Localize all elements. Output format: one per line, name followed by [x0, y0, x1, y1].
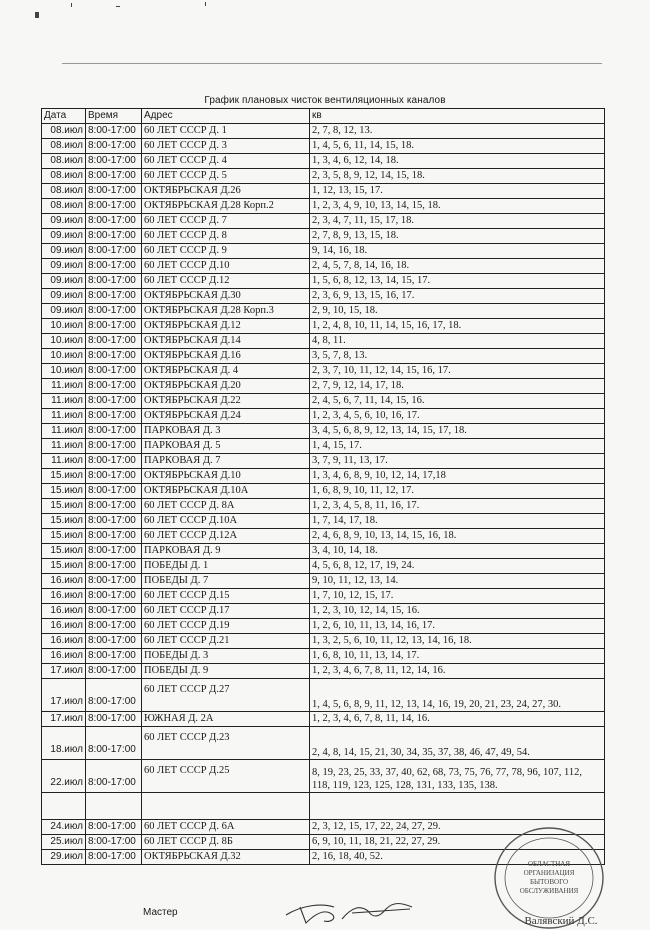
time-cell: 8:00-17:00 — [86, 544, 142, 559]
scan-speck — [116, 6, 120, 7]
time-cell: 8:00-17:00 — [86, 439, 142, 454]
svg-text:ОБСЛУЖИВАНИЯ: ОБСЛУЖИВАНИЯ — [519, 887, 579, 895]
table-row — [42, 394, 605, 409]
table-row — [42, 304, 605, 319]
apartments-cell: 1, 2, 3, 4, 6, 7, 8, 11, 12, 14, 16. — [310, 664, 605, 679]
apartments-cell: 2, 4, 5, 7, 8, 14, 16, 18. — [310, 259, 605, 274]
apartments-cell: 1, 6, 8, 9, 10, 11, 12, 17. — [310, 484, 605, 499]
table-row — [42, 484, 605, 499]
address-cell: 60 ЛЕТ СССР Д. 9 — [142, 244, 310, 259]
apartments-cell: 1, 2, 4, 8, 10, 11, 14, 15, 16, 17, 18. — [310, 319, 605, 334]
blank-row — [42, 793, 605, 820]
address-cell: ПОБЕДЫ Д. 7 — [142, 574, 310, 589]
date-cell: 15.июл — [42, 484, 86, 499]
apartments-cell: 4, 5, 6, 8, 12, 17, 19, 24. — [310, 559, 605, 574]
apartments-cell: 1, 4, 15, 17. — [310, 439, 605, 454]
header-row — [42, 109, 605, 124]
date-cell: 15.июл — [42, 529, 86, 544]
date-cell: 15.июл — [42, 544, 86, 559]
time-cell: 8:00-17:00 — [86, 649, 142, 664]
address-cell — [142, 793, 310, 820]
table-row — [42, 409, 605, 424]
date-cell: 11.июл — [42, 394, 86, 409]
date-cell: 08.июл — [42, 199, 86, 214]
header-apartments: кв — [310, 109, 605, 124]
date-cell: 18.июл — [42, 727, 86, 760]
address-cell: 60 ЛЕТ СССР Д. 4 — [142, 154, 310, 169]
address-cell: 60 ЛЕТ СССР Д.23 — [142, 727, 310, 760]
table-row — [42, 499, 605, 514]
address-cell: 60 ЛЕТ СССР Д. 1 — [142, 124, 310, 139]
table-row — [42, 619, 605, 634]
table-row — [42, 259, 605, 274]
date-cell — [42, 793, 86, 820]
date-cell: 16.июл — [42, 634, 86, 649]
address-cell: ОКТЯБРЬСКАЯ Д.28 Корп.2 — [142, 199, 310, 214]
apartments-cell: 2, 4, 8, 14, 15, 21, 30, 34, 35, 37, 38, 46, 47, 49, 54. — [310, 727, 605, 760]
table-row — [42, 244, 605, 259]
date-cell: 09.июл — [42, 289, 86, 304]
table-row — [42, 760, 605, 793]
table-row — [42, 169, 605, 184]
date-cell: 10.июл — [42, 349, 86, 364]
apartments-cell: 2, 3, 5, 8, 9, 12, 14, 15, 18. — [310, 169, 605, 184]
address-cell: ОКТЯБРЬСКАЯ Д.22 — [142, 394, 310, 409]
time-cell: 8:00-17:00 — [86, 529, 142, 544]
date-cell: 17.июл — [42, 679, 86, 712]
address-cell: ОКТЯБРЬСКАЯ Д.10А — [142, 484, 310, 499]
apartments-cell: 9, 10, 11, 12, 13, 14. — [310, 574, 605, 589]
address-cell: 60 ЛЕТ СССР Д. 8А — [142, 499, 310, 514]
table-row — [42, 289, 605, 304]
time-cell: 8:00-17:00 — [86, 244, 142, 259]
apartments-cell: 2, 9, 10, 15, 18. — [310, 304, 605, 319]
apartments-cell: 2, 3, 12, 15, 17, 22, 24, 27, 29. — [310, 820, 605, 835]
time-cell: 8:00-17:00 — [86, 850, 142, 865]
time-cell: 8:00-17:00 — [86, 604, 142, 619]
date-cell: 15.июл — [42, 514, 86, 529]
table-row — [42, 469, 605, 484]
schedule-body — [42, 124, 605, 865]
time-cell: 8:00-17:00 — [86, 364, 142, 379]
time-cell: 8:00-17:00 — [86, 454, 142, 469]
time-cell: 8:00-17:00 — [86, 634, 142, 649]
date-cell: 11.июл — [42, 409, 86, 424]
table-row — [42, 424, 605, 439]
time-cell: 8:00-17:00 — [86, 229, 142, 244]
time-cell: 8:00-17:00 — [86, 154, 142, 169]
master-label: Мастер — [143, 907, 178, 918]
table-row — [42, 454, 605, 469]
table-row — [42, 529, 605, 544]
time-cell: 8:00-17:00 — [86, 409, 142, 424]
scan-line — [62, 63, 602, 64]
table-row — [42, 139, 605, 154]
date-cell: 16.июл — [42, 604, 86, 619]
address-cell: 60 ЛЕТ СССР Д.25 — [142, 760, 310, 793]
table-row — [42, 214, 605, 229]
table-row — [42, 712, 605, 727]
date-cell: 09.июл — [42, 259, 86, 274]
date-cell: 09.июл — [42, 229, 86, 244]
address-cell: 60 ЛЕТ СССР Д.15 — [142, 589, 310, 604]
table-row — [42, 559, 605, 574]
apartments-cell: 2, 7, 8, 12, 13. — [310, 124, 605, 139]
table-row — [42, 379, 605, 394]
apartments-cell: 1, 5, 6, 8, 12, 13, 14, 15, 17. — [310, 274, 605, 289]
time-cell: 8:00-17:00 — [86, 619, 142, 634]
date-cell: 17.июл — [42, 664, 86, 679]
apartments-cell: 1, 3, 4, 6, 12, 14, 18. — [310, 154, 605, 169]
address-cell: ОКТЯБРЬСКАЯ Д.28 Корп.3 — [142, 304, 310, 319]
time-cell: 8:00-17:00 — [86, 727, 142, 760]
apartments-cell: 1, 4, 5, 6, 8, 9, 11, 12, 13, 14, 16, 19, 20, 21, 23, 24, 27, 30. — [310, 679, 605, 712]
table-row — [42, 544, 605, 559]
time-cell: 8:00-17:00 — [86, 559, 142, 574]
address-cell: 60 ЛЕТ СССР Д. 3 — [142, 139, 310, 154]
address-cell: 60 ЛЕТ СССР Д.19 — [142, 619, 310, 634]
address-cell: ПОБЕДЫ Д. 9 — [142, 664, 310, 679]
apartments-cell: 1, 4, 5, 6, 11, 14, 15, 18. — [310, 139, 605, 154]
address-cell: 60 ЛЕТ СССР Д.10А — [142, 514, 310, 529]
date-cell: 08.июл — [42, 184, 86, 199]
header-date: Дата — [42, 109, 86, 124]
time-cell: 8:00-17:00 — [86, 304, 142, 319]
apartments-cell: 1, 7, 10, 12, 15, 17. — [310, 589, 605, 604]
date-cell: 11.июл — [42, 379, 86, 394]
scan-speck — [71, 3, 72, 7]
date-cell: 11.июл — [42, 424, 86, 439]
apartments-cell — [310, 793, 605, 820]
date-cell: 15.июл — [42, 499, 86, 514]
organization-stamp — [487, 820, 607, 930]
table-row — [42, 274, 605, 289]
date-cell: 16.июл — [42, 649, 86, 664]
header-address: Адрес — [142, 109, 310, 124]
address-cell: ОКТЯБРЬСКАЯ Д.30 — [142, 289, 310, 304]
time-cell: 8:00-17:00 — [86, 589, 142, 604]
apartments-cell: 2, 4, 6, 8, 9, 10, 13, 14, 15, 16, 18. — [310, 529, 605, 544]
table-row — [42, 634, 605, 649]
date-cell: 11.июл — [42, 454, 86, 469]
address-cell: 60 ЛЕТ СССР Д.10 — [142, 259, 310, 274]
address-cell: ОКТЯБРЬСКАЯ Д.32 — [142, 850, 310, 865]
apartments-cell: 2, 16, 18, 40, 52. — [310, 850, 605, 865]
apartments-cell: 1, 12, 13, 15, 17. — [310, 184, 605, 199]
apartments-cell: 1, 6, 8, 10, 11, 13, 14, 17. — [310, 649, 605, 664]
time-cell: 8:00-17:00 — [86, 169, 142, 184]
time-cell: 8:00-17:00 — [86, 835, 142, 850]
date-cell: 29.июл — [42, 850, 86, 865]
date-cell: 10.июл — [42, 319, 86, 334]
apartments-cell: 1, 2, 3, 4, 9, 10, 13, 14, 15, 18. — [310, 199, 605, 214]
apartments-cell: 1, 2, 3, 4, 5, 8, 11, 16, 17. — [310, 499, 605, 514]
table-row — [42, 439, 605, 454]
address-cell: ПАРКОВАЯ Д. 5 — [142, 439, 310, 454]
schedule-table — [41, 108, 605, 865]
date-cell: 10.июл — [42, 334, 86, 349]
table-row — [42, 199, 605, 214]
address-cell: ОКТЯБРЬСКАЯ Д.12 — [142, 319, 310, 334]
apartments-cell: 8, 19, 23, 25, 33, 37, 40, 62, 68, 73, 75, 76, 77, 78, 96, 107, 112, 118, 119, 123, 125, 128, 131, 133, 135, 138. — [310, 760, 605, 793]
date-cell: 09.июл — [42, 214, 86, 229]
table-row — [42, 349, 605, 364]
date-cell: 09.июл — [42, 244, 86, 259]
date-cell: 08.июл — [42, 124, 86, 139]
svg-text:ОРГАНИЗАЦИЯ: ОРГАНИЗАЦИЯ — [523, 869, 575, 877]
address-cell: 60 ЛЕТ СССР Д.27 — [142, 679, 310, 712]
apartments-cell: 3, 5, 7, 8, 13. — [310, 349, 605, 364]
time-cell: 8:00-17:00 — [86, 349, 142, 364]
apartments-cell: 4, 8, 11. — [310, 334, 605, 349]
time-cell: 8:00-17:00 — [86, 469, 142, 484]
apartments-cell: 3, 4, 5, 6, 8, 9, 12, 13, 14, 15, 17, 18. — [310, 424, 605, 439]
table-row — [42, 154, 605, 169]
signature-image — [282, 897, 432, 927]
apartments-cell: 2, 3, 4, 7, 11, 15, 17, 18. — [310, 214, 605, 229]
address-cell: ПАРКОВАЯ Д. 3 — [142, 424, 310, 439]
apartments-cell: 3, 4, 10, 14, 18. — [310, 544, 605, 559]
time-cell: 8:00-17:00 — [86, 499, 142, 514]
table-row — [42, 514, 605, 529]
header-time: Время — [86, 109, 142, 124]
time-cell: 8:00-17:00 — [86, 214, 142, 229]
time-cell: 8:00-17:00 — [86, 319, 142, 334]
scan-speck — [205, 2, 206, 6]
time-cell: 8:00-17:00 — [86, 199, 142, 214]
address-cell: 60 ЛЕТ СССР Д.21 — [142, 634, 310, 649]
time-cell: 8:00-17:00 — [86, 274, 142, 289]
date-cell: 15.июл — [42, 469, 86, 484]
time-cell: 8:00-17:00 — [86, 139, 142, 154]
address-cell: 60 ЛЕТ СССР Д.12А — [142, 529, 310, 544]
time-cell: 8:00-17:00 — [86, 184, 142, 199]
apartments-cell: 2, 7, 8, 9, 13, 15, 18. — [310, 229, 605, 244]
stamp-name-text: Валявский Д.С. — [524, 915, 598, 927]
table-row — [42, 727, 605, 760]
address-cell: 60 ЛЕТ СССР Д. 8 — [142, 229, 310, 244]
date-cell: 16.июл — [42, 574, 86, 589]
address-cell: ПОБЕДЫ Д. 1 — [142, 559, 310, 574]
time-cell: 8:00-17:00 — [86, 820, 142, 835]
date-cell: 22.июл — [42, 760, 86, 793]
apartments-cell: 1, 7, 14, 17, 18. — [310, 514, 605, 529]
apartments-cell: 3, 7, 9, 11, 13, 17. — [310, 454, 605, 469]
date-cell: 25.июл — [42, 835, 86, 850]
address-cell: ПАРКОВАЯ Д. 7 — [142, 454, 310, 469]
address-cell: ПАРКОВАЯ Д. 9 — [142, 544, 310, 559]
table-row — [42, 649, 605, 664]
time-cell: 8:00-17:00 — [86, 664, 142, 679]
time-cell — [86, 793, 142, 820]
scan-speck — [35, 12, 39, 18]
apartments-cell: 1, 3, 4, 6, 8, 9, 10, 12, 14, 17,18 — [310, 469, 605, 484]
apartments-cell: 2, 3, 7, 10, 11, 12, 14, 15, 16, 17. — [310, 364, 605, 379]
date-cell: 08.июл — [42, 154, 86, 169]
time-cell: 8:00-17:00 — [86, 124, 142, 139]
address-cell: ОКТЯБРЬСКАЯ Д.20 — [142, 379, 310, 394]
table-row — [42, 334, 605, 349]
time-cell: 8:00-17:00 — [86, 379, 142, 394]
time-cell: 8:00-17:00 — [86, 574, 142, 589]
apartments-cell: 2, 3, 6, 9, 13, 15, 16, 17. — [310, 289, 605, 304]
table-row — [42, 184, 605, 199]
svg-text:ОБЛАСТНАЯ: ОБЛАСТНАЯ — [527, 860, 571, 868]
time-cell: 8:00-17:00 — [86, 712, 142, 727]
date-cell: 08.июл — [42, 139, 86, 154]
apartments-cell: 1, 2, 3, 4, 6, 7, 8, 11, 14, 16. — [310, 712, 605, 727]
time-cell: 8:00-17:00 — [86, 259, 142, 274]
table-row — [42, 664, 605, 679]
address-cell: ЮЖНАЯ Д. 2А — [142, 712, 310, 727]
apartments-cell: 2, 7, 9, 12, 14, 17, 18. — [310, 379, 605, 394]
date-cell: 10.июл — [42, 364, 86, 379]
address-cell: ОКТЯБРЬСКАЯ Д.24 — [142, 409, 310, 424]
time-cell: 8:00-17:00 — [86, 424, 142, 439]
time-cell: 8:00-17:00 — [86, 334, 142, 349]
time-cell: 8:00-17:00 — [86, 484, 142, 499]
address-cell: ОКТЯБРЬСКАЯ Д.16 — [142, 349, 310, 364]
address-cell: 60 ЛЕТ СССР Д. 8Б — [142, 835, 310, 850]
table-row — [42, 364, 605, 379]
apartments-cell: 1, 2, 3, 4, 5, 6, 10, 16, 17. — [310, 409, 605, 424]
address-cell: ОКТЯБРЬСКАЯ Д. 4 — [142, 364, 310, 379]
table-row — [42, 589, 605, 604]
address-cell: ПОБЕДЫ Д. 3 — [142, 649, 310, 664]
address-cell: 60 ЛЕТ СССР Д.12 — [142, 274, 310, 289]
time-cell: 8:00-17:00 — [86, 394, 142, 409]
address-cell: ОКТЯБРЬСКАЯ Д.26 — [142, 184, 310, 199]
date-cell: 24.июл — [42, 820, 86, 835]
date-cell: 15.июл — [42, 559, 86, 574]
date-cell: 09.июл — [42, 274, 86, 289]
address-cell: 60 ЛЕТ СССР Д. 7 — [142, 214, 310, 229]
apartments-cell: 6, 9, 10, 11, 18, 21, 22, 27, 29. — [310, 835, 605, 850]
table-row — [42, 604, 605, 619]
table-row — [42, 679, 605, 712]
date-cell: 09.июл — [42, 304, 86, 319]
address-cell: 60 ЛЕТ СССР Д. 5 — [142, 169, 310, 184]
apartments-cell: 2, 4, 5, 6, 7, 11, 14, 15, 16. — [310, 394, 605, 409]
apartments-cell: 1, 3, 2, 5, 6, 10, 11, 12, 13, 14, 16, 18. — [310, 634, 605, 649]
date-cell: 16.июл — [42, 589, 86, 604]
address-cell: ОКТЯБРЬСКАЯ Д.14 — [142, 334, 310, 349]
svg-text:БЫТОВОГО: БЫТОВОГО — [529, 878, 569, 886]
table-row — [42, 124, 605, 139]
time-cell: 8:00-17:00 — [86, 679, 142, 712]
table-row — [42, 229, 605, 244]
address-cell: 60 ЛЕТ СССР Д. 6А — [142, 820, 310, 835]
address-cell: ОКТЯБРЬСКАЯ Д.10 — [142, 469, 310, 484]
table-row — [42, 574, 605, 589]
table-row — [42, 319, 605, 334]
time-cell: 8:00-17:00 — [86, 514, 142, 529]
date-cell: 17.июл — [42, 712, 86, 727]
document-title: График плановых чисток вентиляционных каналов — [204, 95, 446, 106]
date-cell: 11.июл — [42, 439, 86, 454]
time-cell: 8:00-17:00 — [86, 289, 142, 304]
apartments-cell: 1, 2, 3, 10, 12, 14, 15, 16. — [310, 604, 605, 619]
date-cell: 08.июл — [42, 169, 86, 184]
apartments-cell: 9, 14, 16, 18. — [310, 244, 605, 259]
address-cell: 60 ЛЕТ СССР Д.17 — [142, 604, 310, 619]
time-cell: 8:00-17:00 — [86, 760, 142, 793]
date-cell: 16.июл — [42, 619, 86, 634]
apartments-cell: 1, 2, 6, 10, 11, 13, 14, 16, 17. — [310, 619, 605, 634]
